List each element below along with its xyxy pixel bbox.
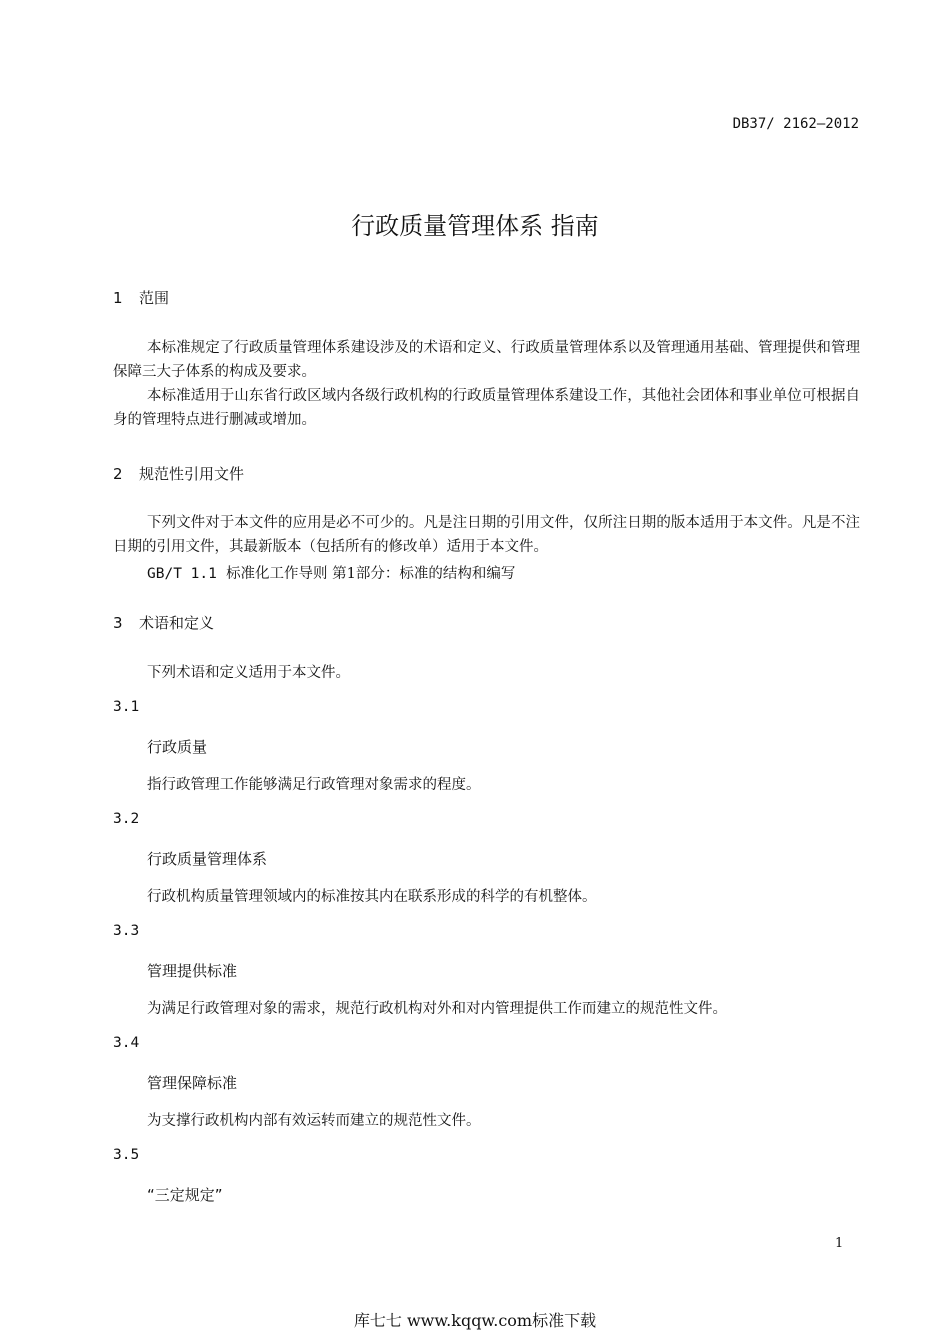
term-number: 3.3	[113, 923, 140, 939]
term-title: 管理保障标准	[147, 1074, 238, 1092]
section-number: 1	[113, 289, 123, 307]
term-title: 行政质量管理体系	[147, 850, 268, 868]
section-title: 范围	[139, 289, 170, 307]
section-3-heading	[113, 612, 214, 633]
section-title: 术语和定义	[139, 614, 215, 632]
section-title: 规范性引用文件	[139, 465, 245, 483]
terms-intro: 下列术语和定义适用于本文件。	[147, 665, 350, 681]
term-title: 行政质量	[147, 738, 208, 756]
term-definition: 行政机构质量管理领域内的标准按其内在联系形成的科学的有机整体。	[147, 889, 597, 905]
term-title: 管理提供标准	[147, 962, 238, 980]
normative-paragraph: 下列文件对于本文件的应用是必不可少的。凡是注日期的引用文件，仅所注日期的版本适用于本文件。凡是不注日期的引用文件，其最新版本（包括所有的修改单）适用于本文件。	[113, 515, 860, 555]
term-number: 3.2	[113, 811, 140, 827]
reference-title: 标准化工作导则 第1部分：标准的结构和编写	[226, 566, 516, 582]
standard-code: DB37/ 2162—2012	[732, 116, 859, 132]
term-title: “三定规定”	[147, 1186, 223, 1204]
term-number: 3.5	[113, 1147, 140, 1163]
term-definition: 为满足行政管理对象的需求，规范行政机构对外和对内管理提供工作而建立的规范性文件。	[147, 1001, 727, 1017]
scope-paragraph-2: 本标准适用于山东省行政区域内各级行政机构的行政质量管理体系建设工作，其他社会团体和事业单位可根据自身的管理特点进行删减或增加。	[113, 388, 860, 428]
footer-watermark: 库七七 www.kqqw.com标准下载	[353, 1311, 597, 1330]
normative-reference	[147, 562, 515, 583]
scope-paragraph-1: 本标准规定了行政质量管理体系建设涉及的术语和定义、行政质量管理体系以及管理通用基础、管理提供和管理保障三大子体系的构成及要求。	[113, 340, 860, 380]
page-number: 1	[835, 1236, 844, 1251]
term-number: 3.1	[113, 699, 140, 715]
reference-code: GB/T 1.1	[147, 566, 217, 582]
section-number: 2	[113, 465, 123, 483]
document-title: 行政质量管理体系 指南	[351, 212, 599, 240]
term-number: 3.4	[113, 1035, 140, 1051]
section-number: 3	[113, 614, 123, 632]
section-1-heading	[113, 287, 169, 308]
term-definition: 指行政管理工作能够满足行政管理对象需求的程度。	[147, 777, 481, 793]
term-definition: 为支撑行政机构内部有效运转而建立的规范性文件。	[147, 1113, 481, 1129]
section-2-heading	[113, 463, 244, 484]
